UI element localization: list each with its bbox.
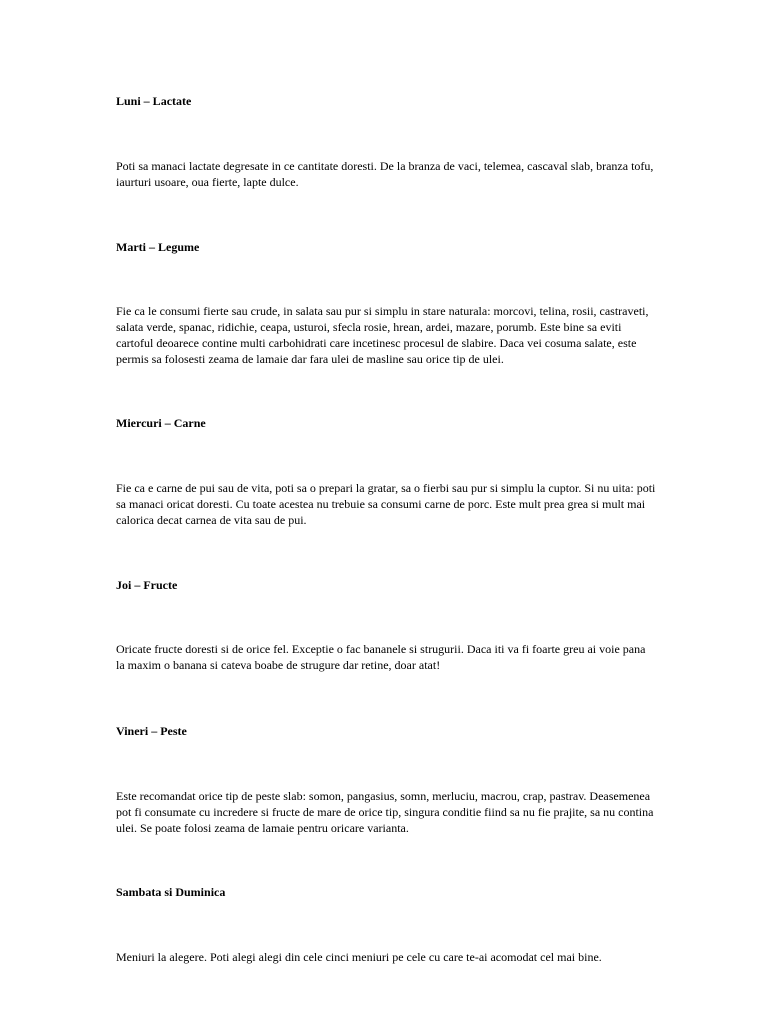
section-heading-friday: Vineri – Peste — [116, 724, 187, 738]
section-heading-tuesday: Marti – Legume — [116, 240, 200, 254]
section-body-tuesday: Fie ca le consumi fierte sau crude, in salata sau pur si simplu in stare naturala: morcovi, telina, rosii, castraveti, salata verde, spanac, ridichie, ceapa, usturoi, sfecla rosie, hrean, ardei, mazare, porumb. Este bine sa eviti cartoful deoarece contine multi carbohidrati care incetinesc procesul de slabire. Daca vei cosuma salate, este permis sa folosesti zeama de lamaie dar fara ulei de masline sau orice tip de ulei. — [116, 304, 649, 366]
section-heading-monday: Luni – Lactate — [116, 94, 192, 108]
section-body-thursday: Oricate fructe doresti si de orice fel. Exceptie o fac bananele si strugurii. Daca iti va fi foarte greu ai voie pana la maxim o banana si cateva boabe de strugure dar retine, doar atat! — [116, 642, 646, 672]
section-body-wednesday: Fie ca e carne de pui sau de vita, poti sa o prepari la gratar, sa o fierbi sau pur si simplu la cuptor. Si nu uita: poti sa manaci oricat doresti. Cu toate acestea nu trebuie sa consumi carne de porc. Este mult prea grea si mult mai calorica decat carnea de vita sau de pui. — [116, 481, 656, 527]
section-body-friday: Este recomandat orice tip de peste slab: somon, pangasius, somn, merluciu, macrou, crap, pastrav. Deasemenea pot fi consumate cu incredere si fructe de mare de orice tip, singura conditie fiind sa nu fie prajite, sa nu contina ulei. Se poate folosi zeama de lamaie pentru oricare varianta. — [116, 789, 654, 835]
section-heading-weekend: Sambata si Duminica — [116, 885, 226, 899]
section-body-monday: Poti sa manaci lactate degresate in ce cantitate doresti. De la branza de vaci, telemea, cascaval slab, branza tofu, iaurturi usoare, oua fierte, lapte dulce. — [116, 159, 654, 189]
section-body-weekend: Meniuri la alegere. Poti alegi alegi din cele cinci meniuri pe cele cu care te-ai acomodat cel mai bine. — [116, 950, 602, 964]
section-heading-wednesday: Miercuri – Carne — [116, 416, 206, 430]
section-heading-thursday: Joi – Fructe — [116, 578, 178, 592]
